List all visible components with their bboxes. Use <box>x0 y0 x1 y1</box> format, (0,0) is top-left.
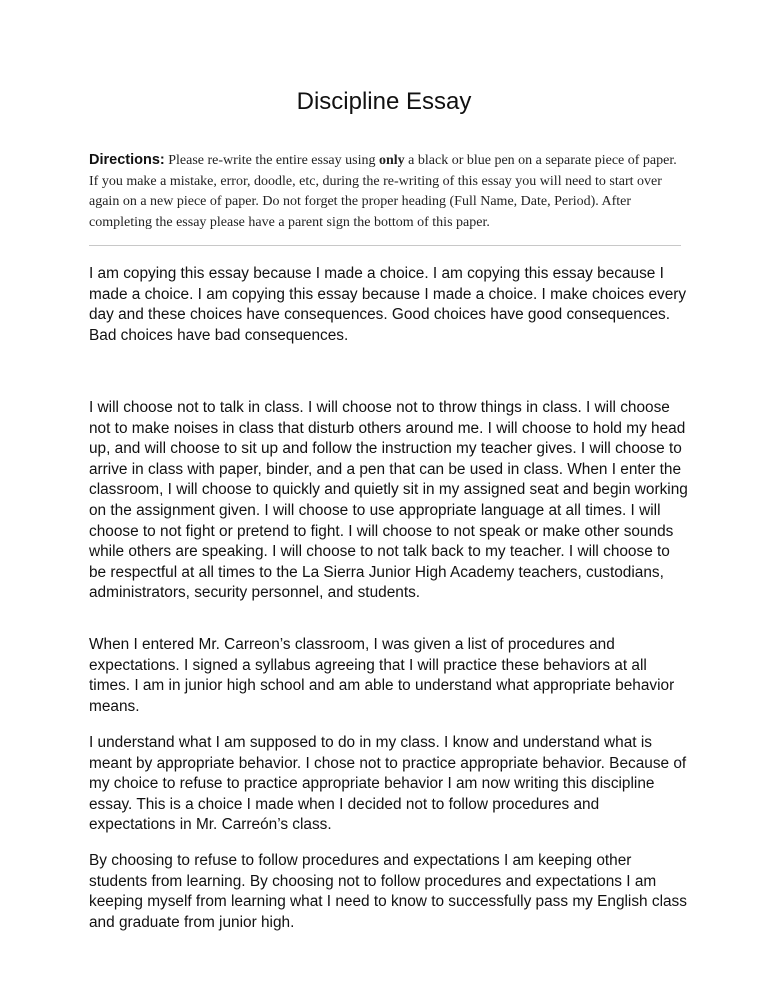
essay-paragraph-4: I understand what I am supposed to do in my class. I know and understand what is meant by appropriate behavior. I chose not to practice appropriate behavior. Because of my choice to refuse to practice appropriate behavior I am now writing this discipline essay. This is a choice I made when I decided not to follow procedures and expectations in Mr. Carreón’s class. <box>89 734 687 834</box>
directions-text-after: a black or blue pen on a separate piece of paper. If you make a mistake, error, doodle, etc, during the re-writing of this essay you will need to start over again on a new piece of paper. Do not forget the proper heading (Full Name, Date, Period). After completing the essay please have a parent sign the bottom of this paper. <box>89 153 677 230</box>
essay-paragraph-1: I am copying this essay because I made a choice. I am copying this essay because I made a choice. I am copying this essay because I made a choice. I make choices every day and these choices have consequences. Good choices have good consequences. Bad choices have bad consequences. <box>89 265 687 344</box>
directions-emphasis: only <box>378 153 405 168</box>
essay-paragraph-2: I will choose not to talk in class. I will choose not to throw things in class. I will choose not to make noises in class that disturb others around me. I will choose to hold my head up, and will choose to sit up and follow the instruction my teacher gives. I will choose to arrive in class with paper, binder, and a pen that can be used in class. When I enter the classroom, I will choose to quickly and quietly sit in my assigned seat and begin working on the assignment given. I will choose to use appropriate language at all times. I will choose to not fight or pretend to fight. I will choose to not speak or make other sounds while others are speaking. I will choose to not talk back to my teacher. I will choose to be respectful at all times to the La Sierra Junior High Academy teachers, custodians, administrators, security personnel, and students. <box>89 399 688 602</box>
essay-paragraph-5: By choosing to refuse to follow procedures and expectations I am keeping other students from learning. By choosing not to follow procedures and expectations I am keeping myself from learning what I need to know to successfully pass my English class and graduate from junior high. <box>89 852 687 931</box>
essay-paragraph-3: When I entered Mr. Carreon’s classroom, I was given a list of procedures and expectations. I signed a syllabus agreeing that I will practice these behaviors at all times. I am in junior high school and am able to understand what appropriate behavior means. <box>89 636 675 715</box>
directions-label: Directions: <box>89 152 165 168</box>
directions <box>89 151 689 233</box>
page-title: Discipline Essay <box>296 88 472 115</box>
divider <box>89 245 681 246</box>
directions-text-before: Please re-write the entire essay using <box>164 153 379 168</box>
